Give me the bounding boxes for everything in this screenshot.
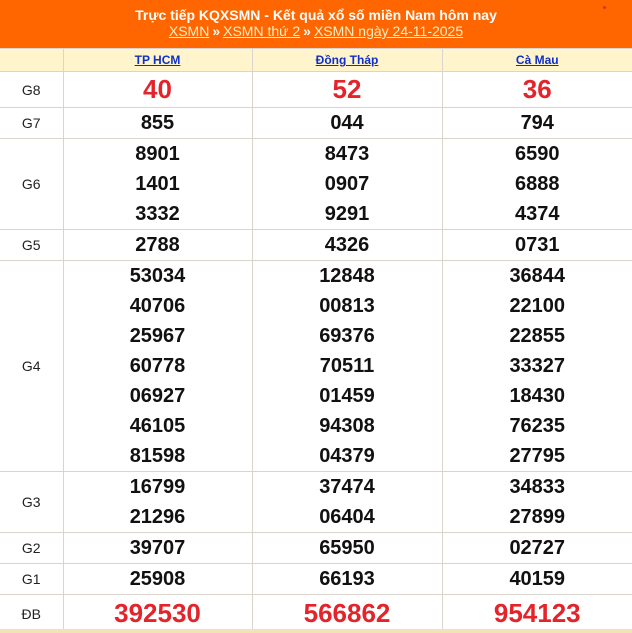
result-cell (63, 230, 252, 261)
result-number: 60778 (129, 355, 186, 377)
result-number: 00813 (319, 295, 375, 317)
province-link-tp-hcm[interactable]: TP HCM (134, 53, 181, 67)
result-cell (252, 108, 442, 139)
result-number: 8901 (135, 143, 180, 165)
result-cell (442, 595, 632, 633)
result-number: 04379 (319, 445, 375, 467)
result-number: 40 (143, 74, 172, 104)
province-link-dong-thap[interactable]: Đồng Tháp (315, 53, 379, 67)
result-number: 22100 (509, 295, 566, 317)
result-cell (63, 72, 252, 108)
prize-label: G6 (0, 139, 63, 230)
result-number: 3332 (135, 203, 180, 225)
breadcrumb-separator: » (303, 23, 311, 39)
result-cell (63, 261, 252, 472)
result-cell (63, 472, 252, 533)
result-cell (63, 564, 252, 595)
result-number: 25908 (129, 568, 186, 590)
result-number: 16799 (129, 476, 186, 498)
result-cell (252, 533, 442, 564)
result-cell (442, 261, 632, 472)
result-cell (63, 595, 252, 633)
table-row (0, 564, 632, 595)
result-number: 8473 (324, 143, 370, 165)
table-row (0, 139, 632, 230)
table-row (0, 472, 632, 533)
result-number: 12848 (319, 265, 375, 287)
column-header (63, 49, 252, 72)
result-cell (252, 72, 442, 108)
result-number: 1401 (135, 173, 180, 195)
prize-label: G1 (0, 564, 63, 595)
breadcrumb-xsmn-date[interactable]: XSMN ngày 24-11-2025 (313, 23, 464, 39)
prize-label: G8 (0, 72, 63, 108)
result-number: 4374 (515, 203, 560, 225)
prize-label: G4 (0, 261, 63, 472)
result-cell (63, 108, 252, 139)
result-number: 855 (140, 112, 175, 134)
result-number: 6590 (515, 143, 560, 165)
table-row (0, 533, 632, 564)
result-number: 4326 (324, 234, 370, 256)
table-header-row (0, 49, 632, 72)
bottom-strip (0, 629, 632, 633)
prize-label: G3 (0, 472, 63, 533)
result-cell (442, 72, 632, 108)
result-cell (442, 564, 632, 595)
province-link-ca-mau[interactable]: Cà Mau (515, 53, 559, 67)
results-body (0, 72, 632, 633)
result-number: 794 (520, 112, 554, 134)
decorative-dot (603, 6, 606, 9)
result-number: 52 (332, 74, 362, 104)
prize-label: G2 (0, 533, 63, 564)
result-cell (442, 230, 632, 261)
result-number: 01459 (319, 385, 375, 407)
result-number: 36 (522, 74, 552, 104)
result-number: 70511 (319, 355, 375, 377)
result-number: 27899 (509, 506, 566, 528)
breadcrumb-xsmn[interactable]: XSMN (168, 23, 210, 39)
result-cell (252, 595, 442, 633)
table-row (0, 595, 632, 633)
column-header (252, 49, 442, 72)
result-number: 02727 (509, 537, 566, 559)
result-cell (252, 472, 442, 533)
result-number: 69376 (319, 325, 375, 347)
page-header (0, 0, 632, 48)
result-number: 37474 (319, 476, 375, 498)
result-number: 0731 (515, 234, 560, 256)
prize-header-cell (0, 49, 63, 72)
result-number: 66193 (319, 568, 375, 590)
result-number: 76235 (509, 415, 566, 437)
special-prize-number: 954123 (493, 598, 581, 628)
result-number: 39707 (129, 537, 186, 559)
breadcrumb (0, 23, 632, 40)
result-number: 46105 (129, 415, 186, 437)
result-number: 0907 (324, 173, 370, 195)
result-number: 81598 (129, 445, 186, 467)
results-table (0, 48, 632, 633)
result-cell (442, 108, 632, 139)
result-number: 36844 (509, 265, 566, 287)
result-cell (442, 139, 632, 230)
breadcrumb-separator: » (212, 23, 221, 39)
result-cell (252, 261, 442, 472)
special-prize-number: 392530 (114, 598, 201, 628)
prize-label: ĐB (0, 595, 63, 633)
prize-label: G7 (0, 108, 63, 139)
table-row (0, 72, 632, 108)
page-title: Trực tiếp KQXSMN - Kết quả xổ số miền Nam hôm nay (135, 7, 497, 23)
table-row (0, 108, 632, 139)
result-number: 65950 (319, 537, 375, 559)
result-number: 21296 (129, 506, 186, 528)
result-number: 25967 (129, 325, 186, 347)
result-number: 40159 (509, 568, 566, 590)
result-number: 6888 (515, 173, 560, 195)
result-number: 33327 (509, 355, 566, 377)
prize-label: G5 (0, 230, 63, 261)
result-number: 044 (330, 112, 364, 134)
result-cell (63, 139, 252, 230)
result-number: 06404 (319, 506, 375, 528)
result-number: 94308 (319, 415, 375, 437)
result-number: 40706 (129, 295, 186, 317)
result-cell (63, 533, 252, 564)
table-row (0, 230, 632, 261)
result-number: 06927 (129, 385, 186, 407)
result-number: 22855 (509, 325, 566, 347)
result-cell (252, 230, 442, 261)
result-number: 9291 (324, 203, 370, 225)
column-header (442, 49, 632, 72)
result-number: 34833 (509, 476, 566, 498)
breadcrumb-xsmn-thu-2[interactable]: XSMN thứ 2 (223, 23, 301, 39)
special-prize-number: 566862 (303, 598, 391, 628)
result-number: 18430 (509, 385, 566, 407)
result-cell (442, 533, 632, 564)
result-number: 27795 (509, 445, 566, 467)
result-number: 53034 (129, 265, 186, 287)
result-cell (442, 472, 632, 533)
result-number: 2788 (135, 234, 180, 256)
table-row (0, 261, 632, 472)
result-cell (252, 139, 442, 230)
result-cell (252, 564, 442, 595)
